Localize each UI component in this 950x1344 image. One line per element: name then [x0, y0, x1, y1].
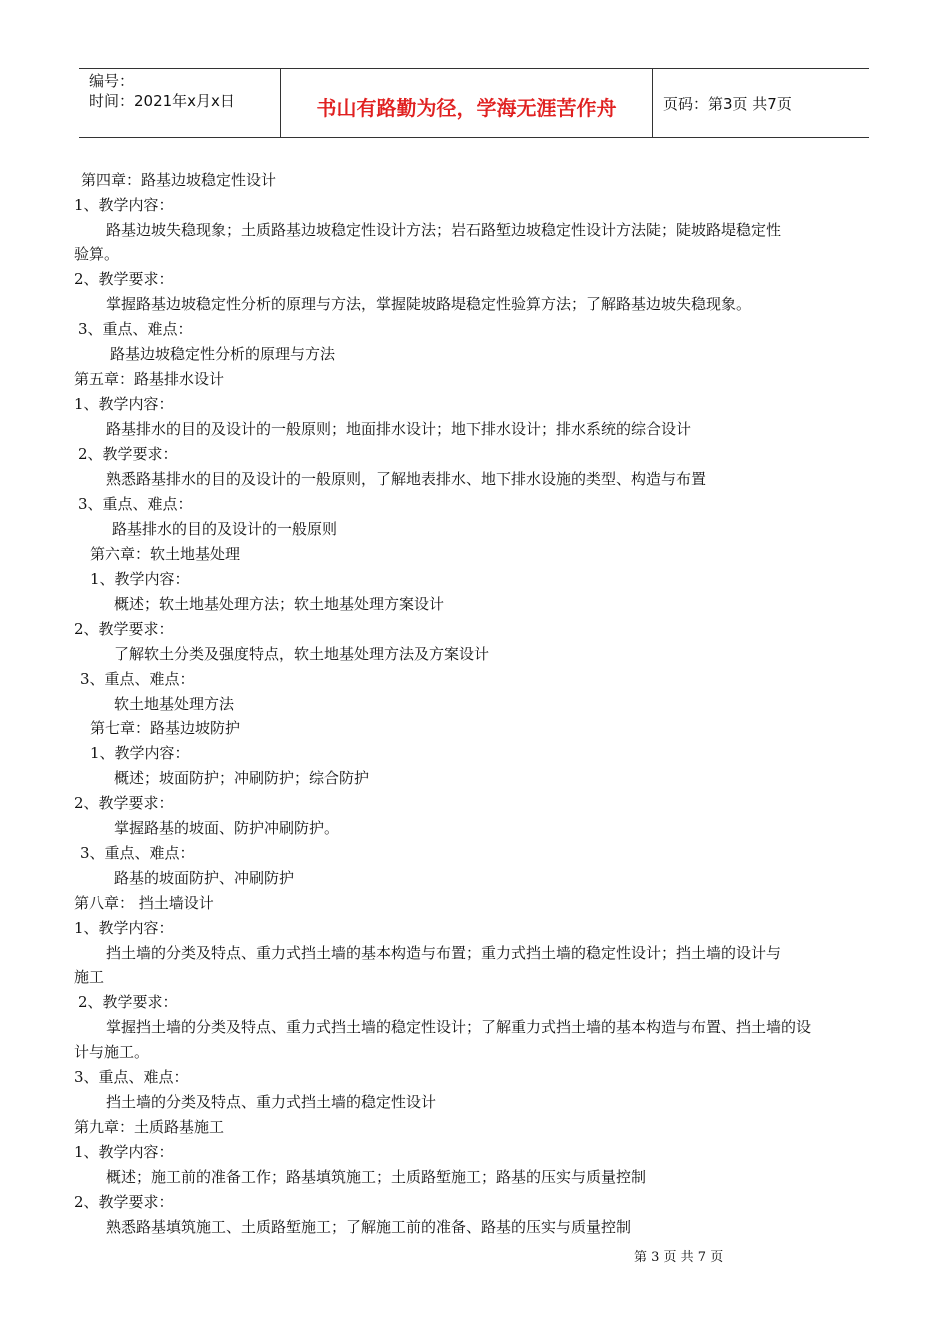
section-label: 3、重点、难点：	[78, 320, 193, 338]
section-label: 1、教学内容：	[90, 744, 190, 762]
chapter-5-heading: 第五章：路基排水设计	[74, 370, 225, 388]
section-label: 1、教学内容：	[74, 395, 174, 413]
section-label: 2、教学要求：	[74, 1193, 174, 1211]
paragraph-line: 概述；软土地基处理方法；软土地基处理方案设计	[114, 595, 445, 613]
section-label: 3、重点、难点：	[74, 1068, 189, 1086]
section-label: 2、教学要求：	[78, 993, 178, 1011]
section-label: 1、教学内容：	[74, 196, 174, 214]
paragraph-line: 路基边坡失稳现象；土质路基边坡稳定性设计方法；岩石路堑边坡稳定性设计方法陡；陡坡路堤稳定性	[106, 221, 782, 239]
paragraph-line: 掌握路基边坡稳定性分析的原理与方法，掌握陡坡路堤稳定性验算方法；了解路基边坡失稳现象。	[106, 295, 752, 313]
document-code-label: 编号：	[89, 72, 135, 90]
section-label: 2、教学要求：	[74, 794, 174, 812]
paragraph-line: 挡土墙的分类及特点、重力式挡土墙的基本构造与布置；重力式挡土墙的稳定性设计；挡土墙的设计与	[106, 944, 782, 962]
section-label: 1、教学内容：	[74, 1143, 174, 1161]
section-label: 3、重点、难点：	[80, 844, 195, 862]
paragraph-line: 路基排水的目的及设计的一般原则	[112, 520, 338, 538]
chapter-8-heading: 第八章： 挡土墙设计	[74, 894, 214, 912]
header-motto: 书山有路勤为径，学海无涯苦作舟	[281, 69, 653, 137]
chapter-7-heading: 第七章：路基边坡防护	[90, 719, 241, 737]
paragraph-line: 掌握挡土墙的分类及特点、重力式挡土墙的稳定性设计；了解重力式挡土墙的基本构造与布置、挡土墙的设	[106, 1018, 812, 1036]
paragraph-line: 概述；施工前的准备工作；路基填筑施工；土质路堑施工；路基的压实与质量控制	[106, 1168, 647, 1186]
section-label: 2、教学要求：	[74, 270, 174, 288]
chapter-4-heading: 第四章：路基边坡稳定性设计	[81, 171, 277, 189]
paragraph-line: 挡土墙的分类及特点、重力式挡土墙的稳定性设计	[106, 1093, 437, 1111]
paragraph-line: 计与施工。	[74, 1043, 150, 1061]
paragraph-line: 熟悉路基排水的目的及设计的一般原则，了解地表排水、地下排水设施的类型、构造与布置	[106, 470, 707, 488]
paragraph-line: 路基边坡稳定性分析的原理与方法	[110, 345, 336, 363]
page-footer: 第 3 页 共 7 页	[634, 1250, 724, 1265]
paragraph-line: 软土地基处理方法	[114, 695, 235, 713]
section-label: 2、教学要求：	[74, 620, 174, 638]
chapter-9-heading: 第九章：土质路基施工	[74, 1118, 225, 1136]
paragraph-line: 路基排水的目的及设计的一般原则；地面排水设计；地下排水设计；排水系统的综合设计	[106, 420, 692, 438]
paragraph-line: 施工	[74, 968, 105, 986]
chapter-6-heading: 第六章：软土地基处理	[90, 545, 241, 563]
header-meta	[79, 69, 281, 137]
paragraph-line: 熟悉路基填筑施工、土质路堑施工；了解施工前的准备、路基的压实与质量控制	[106, 1218, 632, 1236]
section-label: 1、教学内容：	[90, 570, 190, 588]
header-page-number: 页码：第3页 共7页	[663, 94, 792, 113]
paragraph-line: 路基的坡面防护、冲刷防护	[114, 869, 295, 887]
document-time-label: 时间：2021年x月x日	[89, 92, 235, 110]
section-label: 2、教学要求：	[78, 445, 178, 463]
page-header	[79, 68, 869, 138]
paragraph-line: 概述；坡面防护；冲刷防护；综合防护	[114, 769, 370, 787]
paragraph-line: 验算。	[74, 245, 120, 263]
paragraph-line: 掌握路基的坡面、防护冲刷防护。	[114, 819, 340, 837]
section-label: 1、教学内容：	[74, 919, 174, 937]
paragraph-line: 了解软土分类及强度特点，软土地基处理方法及方案设计	[114, 645, 490, 663]
section-label: 3、重点、难点：	[80, 670, 195, 688]
section-label: 3、重点、难点：	[78, 495, 193, 513]
